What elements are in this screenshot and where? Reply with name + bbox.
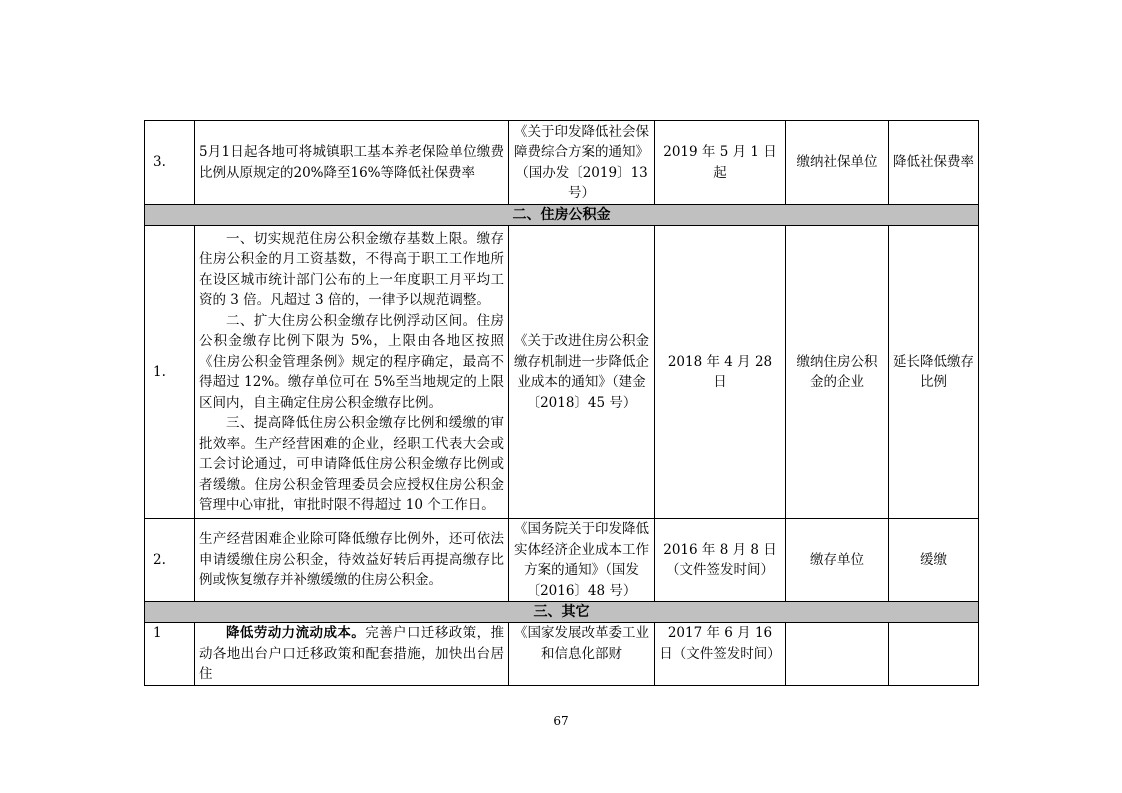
target-entity: 缴存单位 (786, 519, 889, 602)
policy-content (195, 623, 509, 686)
table-row (145, 226, 979, 519)
policy-table (144, 120, 979, 686)
table-row (145, 121, 979, 205)
policy-document: 《关于印发降低社会保障费综合方案的通知》（国办发〔2019〕13 号） (509, 121, 655, 205)
content-paragraph (199, 623, 504, 685)
section-header-row (145, 602, 979, 623)
measure-type: 降低社保费率 (889, 121, 979, 205)
content-paragraph (199, 142, 504, 183)
policy-content (195, 121, 509, 205)
section-header-row (145, 205, 979, 226)
content-paragraph (199, 413, 504, 516)
measure-type: 缓缴 (889, 519, 979, 602)
measure-type: 延长降低缴存比例 (889, 226, 979, 519)
table-body (145, 121, 979, 686)
target-entity: 缴纳社保单位 (786, 121, 889, 205)
content-paragraph (199, 229, 504, 311)
content-text: 生产经营困难企业除可降低缴存比例外，还可依法申请缓缴住房公积金，待效益好转后再提高缴存比例或恢复缴存并补缴缓缴的住房公积金。 (199, 531, 504, 589)
content-text: 完善户口迁移政策，推动各地出台户口迁移政策和配套措施，加快出台居住 (199, 625, 505, 682)
content-paragraph (199, 311, 504, 414)
policy-content (195, 226, 509, 519)
policy-document: 《关于改进住房公积金缴存机制进一步降低企业成本的通知》（建金〔2018〕45 号） (509, 226, 655, 519)
page-number: 67 (553, 714, 569, 728)
table-row (145, 519, 979, 602)
effective-date: 2016 年 8 月 8 日（文件签发时间） (655, 519, 786, 602)
effective-date: 2018 年 4 月 28 日 (655, 226, 786, 519)
row-number: 1. (145, 226, 195, 519)
content-lead: 降低劳动力流动成本。 (226, 625, 366, 641)
section-title: 二、住房公积金 (145, 205, 979, 226)
section-title: 三、其它 (145, 602, 979, 623)
effective-date: 2017 年 6 月 16 日（文件签发时间） (655, 623, 786, 686)
content-text: 二、扩大住房公积金缴存比例浮动区间。住房公积金缴存比例下限为 5%，上限由各地区按照《住房公积金管理条例》规定的程序确定，最高不得超过 12%。缴存单位可在 5%至当地规定的上限区间内，自主确定住房公积金缴存比例。 (199, 312, 504, 411)
target-entity (786, 623, 889, 686)
row-number: 1 (145, 623, 195, 686)
policy-content (195, 519, 509, 602)
measure-type (889, 623, 979, 686)
content-text: 5月1日起各地可将城镇职工基本养老保险单位缴费比例从原规定的20%降至16%等降低社保费率 (199, 144, 504, 181)
effective-date: 2019 年 5 月 1 日起 (655, 121, 786, 205)
row-number: 3. (145, 121, 195, 205)
content-text: 一、切实规范住房公积金缴存基数上限。缴存住房公积金的月工资基数，不得高于职工工作地所在设区城市统计部门公布的上一年度职工月平均工资的 3 倍。凡超过 3 倍的，一律予以规范调整。 (199, 230, 504, 308)
row-number: 2. (145, 519, 195, 602)
policy-document: 《国务院关于印发降低实体经济企业成本工作方案的通知》（国发〔2016〕48 号） (509, 519, 655, 602)
table-row (145, 623, 979, 686)
content-text: 三、提高降低住房公积金缴存比例和缓缴的审批效率。生产经营困难的企业，经职工代表大会或工会讨论通过，可申请降低住房公积金缴存比例或者缓缴。住房公积金管理委员会应授权住房公积金管理中心审批，审批时限不得超过 10 个工作日。 (199, 415, 504, 513)
target-entity: 缴纳住房公积金的企业 (786, 226, 889, 519)
policy-document: 《国家发展改革委工业和信息化部财 (509, 623, 655, 686)
content-paragraph (199, 529, 504, 591)
